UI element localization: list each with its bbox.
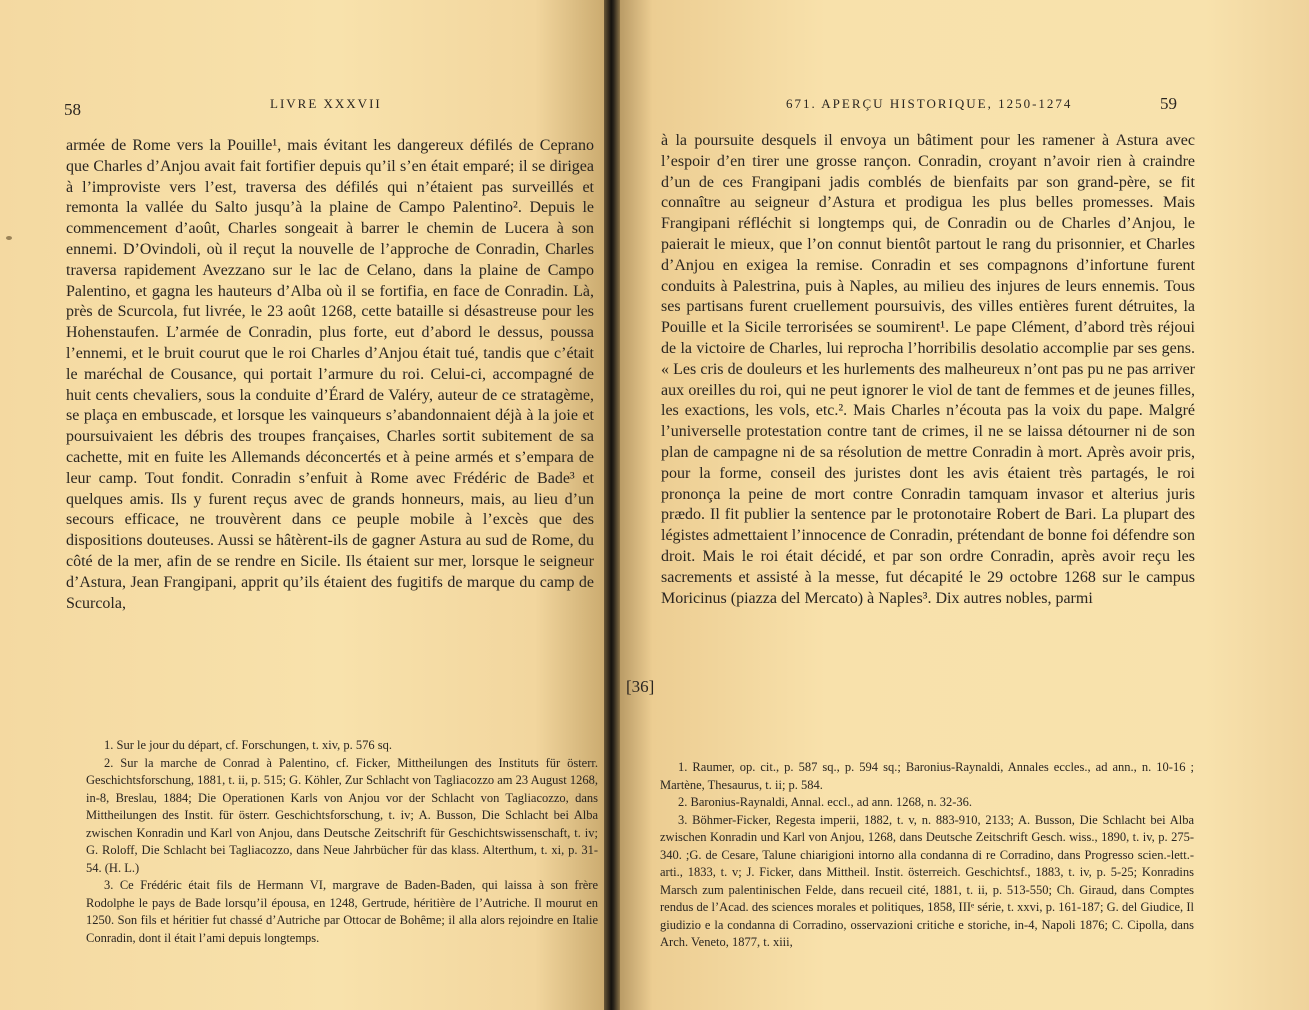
footnotes [660,759,1194,952]
page-number: 58 [64,100,81,119]
footnote: 1. Raumer, op. cit., p. 587 sq., p. 594 sq.; Baronius-Raynaldi, Annales eccles., ad ann., n. 10-16 ; Martène, Thesaurus, t. ii; p. 584. [660,760,1194,792]
right-page [618,0,1309,1010]
margin-marker: [36] [626,677,655,696]
body-text [661,131,1195,609]
page-number: 59 [1160,94,1177,113]
footnote: 3. Böhmer-Ficker, Regesta imperii, 1882, t. v, n. 883-910, 2133; A. Busson, Die Schlacht bei Alba zwischen Konradin und Karl von Anjou, 1268, dans Deutsche Zeitschrift Gesch. wiss., 1890, t. iv, p. 275-340. ;G. de Cesare, Talune chiarigioni intorno alla condanna di re Corradino, dans Progresso scien.-lett.-arti., 1833, t. v; J. Ficker, dans Mittheil. Instit. österreich. Geschichtsf., 1883, t. iv, p. 5-25; Konradins Marsch zum palentinischen Felde, dans recueil cité, 1881, t. ii, p. 513-550; Ch. Giraud, dans Comptes rendus de l’Acad. des sciences morales et politiques, 1858, IIIᵉ série, t. xxvi, p. 161-187; G. del Giudice, Il giudizio e la condanna di Corradino, osservazioni critiche e storiche, in-4, Napoli 1876; C. Cipolla, dans Arch. Veneto, 1877, t. xiii, [660,812,1194,949]
footnote: 3. Ce Frédéric était fils de Hermann VI, margrave de Baden-Baden, qui laissa à son frère Rodolphe le pays de Bade lorsqu’il épousa, en 1248, Gertrude, héritière de l’Autriche. Il mourut en 1250. Son fils et héritier fut chassé d’Autriche par Ottocar de Bohême; il alla alors rejoindre en Italie Conradin, dont il était l’ami depuis longtemps. [86,878,598,945]
running-head: 671. APERÇU HISTORIQUE, 1250-1274 [786,96,1073,111]
ink-spot [6,236,12,240]
footnote: 1. Sur le jour du départ, cf. Forschungen, t. xiv, p. 576 sq. [104,738,393,752]
body-text [66,136,594,614]
book-gutter [604,0,620,1010]
footnote: 2. Baronius-Raynaldi, Annal. eccl., ad ann. 1268, n. 32-36. [678,795,973,809]
body-paragraph: armée de Rome vers la Pouille¹, mais évitant les dangereux défilés de Ceprano que Charles d’Anjou avait fait fortifier depuis qu’il s’en était emparé; il se dirigea à l’improviste vers l’est, traversa des défilés qui n’étaient pas surveillés et remonta la vallée du Salto jusqu’à la plaine de Campo Palentino². Depuis le commencement d’août, Charles songeait à barrer le chemin de Lucera à son ennemi. D’Ovindoli, où il reçut la nouvelle de l’approche de Conradin, Charles traversa rapidement Avezzano sur le lac de Celano, dans la plaine de Campo Palentino, et gagna les hauteurs d’Alba où il se fortifia, en face de Conradin. Là, près de Scurcola, fut livrée, le 23 août 1268, cette bataille si désastreuse pour les Hohenstaufen. L’armée de Conradin, plus forte, eut d’abord le dessus, poussa l’ennemi, et le bruit courut que le roi Charles d’Anjou était tué, tandis que c’était le maréchal de Cousance, qui portait l’armure du roi. Celui-ci, accompagné de huit cents chevaliers, sous la conduite d’Érard de Valéry, auteur de ce stratagème, se plaça en embuscade, et lorsque les vainqueurs s’abandonnaient déjà à la joie et poursuivaient les débris des troupes françaises, Charles sortit subitement de sa cachette, mit en fuite les Allemands déconcertés et à peine armés et s’empara de leur camp. Tout fondit. Conradin s’enfuit à Rome avec Frédéric de Bade³ et quelques amis. Ils y furent reçus avec de grands honneurs, mais, au lieu d’un secours efficace, ne trouvèrent dans ce peuple mobile à l’excès que des dispositions douteuses. Aussi se hâtèrent-ils de gagner Astura au sud de Rome, du côté de la mer, afin de se rendre en Sicile. Ils étaient sur mer, lorsque le seigneur d’Astura, Jean Frangipani, apprit qu’ils étaient des fugitifs de marque du camp de Scurcola, [66,137,594,612]
body-paragraph: à la poursuite desquels il envoya un bâtiment pour les ramener à Astura avec l’espoir d’en tirer une grosse rançon. Conradin, croyant n’avoir rien à craindre d’un de ces Frangipani jadis comblés de bienfaits par son grand-père, se fit connaître au seigneur d’Astura et prodigua les plus belles promesses. Mais Frangipani réfléchit si longtemps qui, de Conradin ou de Charles d’Anjou, le paierait le mieux, que l’on connut bientôt partout le rang du prisonnier, et Charles d’Anjou en exigea la remise. Conradin et ses compagnons d’infortune furent conduits à Palestrina, puis à Naples, au milieu des injures de leurs ennemis. Tous ses partisans furent cruellement poursuivis, des villes entières furent détruites, la Pouille et la Sicile terrorisées se soumirent¹. Le pape Clément, d’abord très réjoui de la victoire de Charles, lui reprocha l’horribilis desolatio accomplie par ses gens. « Les cris de douleurs et les hurlements des malheureux n’ont pas pu ne pas arriver aux oreilles du roi, qui ne peut ignorer le viol de tant de femmes et de jeunes filles, les exactions, les vols, etc.². Mais Charles n’écouta pas la voix du pape. Malgré l’universelle protestation contre tant de crimes, il ne se laissa détourner ni de son plan de campagne ni de sa résolution de mettre Conradin à mort. Après avoir pris, pour la forme, conseil des juristes dont les avis étaient très partagés, le roi prononça la peine de mort contre Conradin tamquam invasor et alterius juris prædo. Il fit publier la sentence par le protonotaire Robert de Bari. La plupart des légistes admettaient l’innocence de Conradin, prétendant de bonne foi défendre son droit. Mais le roi était décidé, et par son ordre Conradin, après avoir reçu les sacrements et assisté à la messe, fut décapité le 29 octobre 1268 sur le campus Moricinus (piazza del Mercato) à Naples³. Dix autres nobles, parmi [661,132,1195,607]
footnote: 2. Sur la marche de Conrad à Palentino, cf. Ficker, Mittheilungen des Instituts für österr. Geschichtsforschung, 1881, t. ii, p. 515; G. Köhler, Zur Schlacht von Tagliacozzo am 23 August 1268, in-8, Breslau, 1884; Die Operationen Karls von Anjou vor der Schlacht von Tagliacozzo, dans Mittheilungen des Instit. für österr. Geschichtsforschung, t. iv; A. Busson, Die Schlacht bei Alba zwischen Konradin und Karl von Anjou, dans Deutsche Zeitschrift für Geschichtswissenschaft, t. iv; G. Roloff, Die Schlacht bei Tagliacozzo, dans Neue Jahrbücher für das klass. Alterthum, t. xi, p. 31-54. (H. L.) [86,755,598,875]
footnotes [86,737,598,947]
left-page [0,0,608,1010]
running-head: LIVRE XXXVII [270,96,382,111]
